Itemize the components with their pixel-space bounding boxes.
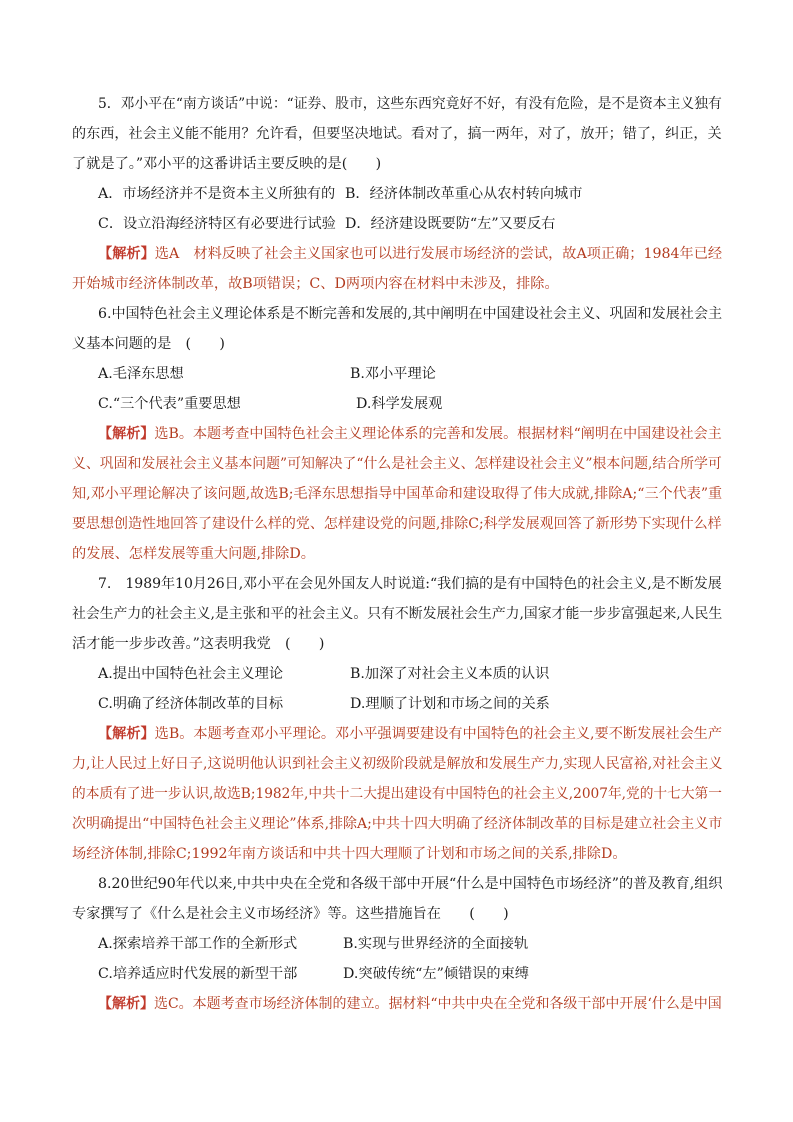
q6-stem-line-1: 6.中国特色社会主义理论体系是不断完善和发展的,其中阐明在中国建设社会主义、巩固和发展社会主: [98, 306, 723, 322]
q8-option-a: A.探索培养干部工作的全新形式: [98, 936, 298, 952]
q7-option-c: C.明确了经济体制改革的目标: [98, 696, 284, 712]
q5-option-b: B．经济体制改革重心从农村转向城市: [345, 186, 583, 202]
q6-option-b: B.邓小平理论: [350, 366, 436, 382]
q7-option-d: D.理顺了计划和市场之间的关系: [350, 696, 550, 712]
q6-analysis-line-4: 要思想创造性地回答了建设什么样的党、怎样建设党的问题,排除C;科学发展观回答了新形势下实现什么样: [72, 516, 722, 532]
q8-option-d: D.突破传统“左”倾错误的束缚: [343, 966, 529, 982]
q5-option-a: A．市场经济并不是资本主义所独有的: [98, 186, 336, 202]
q5-stem-line-1: 5．邓小平在“南方谈话”中说：“证券、股市，这些东西究竟好不好，有没有危险，是不是资本主义独有: [98, 96, 722, 112]
q7-analysis-line-2: 力,让人民过上好日子,这说明他认识到社会主义初级阶段就是解放和发展生产力,实现人民富裕,对社会主义: [72, 756, 723, 772]
q6-option-d: D.科学发展观: [356, 396, 443, 412]
q5-analysis-line-1: [98, 244, 722, 264]
q6-analysis-tag: 【解析】: [98, 426, 155, 442]
q5-analysis-tag: 【解析】: [98, 246, 155, 262]
q6-analysis-line-2: 义、巩固和发展社会主义基本问题”可知解决了“什么是社会主义、怎样建设社会主义”根本问题,结合所学可: [72, 456, 722, 472]
q8-option-c: C.培养适应时代发展的新型干部: [98, 966, 298, 982]
q8-option-b: B.实现与世界经济的全面接轨: [343, 936, 529, 952]
q7-analysis-line-3: 的本质有了进一步认识,故选B;1982年,中共十二大提出建设有中国特色的社会主义,2007年,党的十七大第一: [72, 786, 722, 802]
q7-analysis-text: 选B。本题考查邓小平理论。邓小平强调要建设有中国特色的社会主义,要不断发展社会生产: [154, 726, 723, 742]
q6-analysis-line-1: [98, 424, 722, 444]
q7-analysis-line-1: [98, 724, 722, 744]
q7-analysis-line-5: 场经济体制,排除C;1992年南方谈话和中共十四大理顺了计划和市场之间的关系,排除D。: [72, 846, 627, 862]
q6-analysis-line-3: 知,邓小平理论解决了该问题,故选B;毛泽东思想指导中国革命和建设取得了伟大成就,排除A;“三个代表”重: [72, 486, 723, 502]
q8-stem-line-2: 专家撰写了《什么是社会主义市场经济》等。这些措施旨在 ( ): [72, 906, 509, 922]
q5-stem-line-3: 了就是了。”邓小平的这番讲话主要反映的是( ): [72, 156, 382, 172]
q5-option-d: D．经济建设既要防“左”又要反右: [345, 216, 556, 232]
q7-stem-line-1: 7. 1989年10月26日,邓小平在会见外国友人时说道:“我们搞的是有中国特色的社会主义,是不断发展: [98, 576, 722, 592]
q6-stem-line-2: 义基本问题的是 ( ): [72, 336, 225, 352]
q7-stem-line-2: 社会生产力的社会主义,是主张和平的社会主义。只有不断发展社会生产力,国家才能一步步富强起来,人民生: [72, 606, 723, 622]
q7-analysis-line-4: 次明确提出“中国特色社会主义理论”体系,排除A;中共十四大明确了经济体制改革的目标是建立社会主义市: [72, 816, 723, 832]
q8-analysis-tag: 【解析】: [98, 996, 154, 1012]
q7-option-a: A.提出中国特色社会主义理论: [98, 666, 284, 682]
q6-option-c: C.“三个代表”重要思想: [98, 396, 241, 412]
q8-stem-line-1: 8.20世纪90年代以来,中共中央在全党和各级干部中开展“什么是中国特色市场经济”的普及教育,组织: [98, 876, 723, 892]
q6-analysis-text: 选B。本题考查中国特色社会主义理论体系的完善和发展。根据材料“阐明在中国建设社会主: [154, 426, 722, 442]
q5-option-c: C．设立沿海经济特区有必要进行试验: [98, 216, 336, 232]
q8-analysis-line-1: [98, 994, 722, 1014]
q7-analysis-tag: 【解析】: [98, 726, 155, 742]
q7-option-b: B.加深了对社会主义本质的认识: [350, 666, 550, 682]
q8-analysis-text: 选C。本题考查市场经济体制的建立。据材料“中共中央在全党和各级干部中开展‘什么是中国: [153, 996, 722, 1012]
q6-analysis-line-5: 的发展、怎样发展等重大问题,排除D。: [72, 546, 315, 562]
q5-stem-line-2: 的东西，社会主义能不能用？允许看，但要坚决地试。看对了，搞一两年，对了，放开；错了，纠正，关: [72, 126, 722, 142]
q5-analysis-line-2: 开始城市经济体制改革，故B项错误；C、D两项内容在材料中未涉及，排除。: [72, 276, 559, 292]
q5-analysis-text: 选A 材料反映了社会主义国家也可以进行发展市场经济的尝试，故A项正确；1984年已经: [154, 246, 723, 262]
q7-stem-line-3: 活才能一步步改善。”这表明我党 ( ): [72, 636, 325, 652]
q6-option-a: A.毛泽东思想: [98, 366, 184, 382]
